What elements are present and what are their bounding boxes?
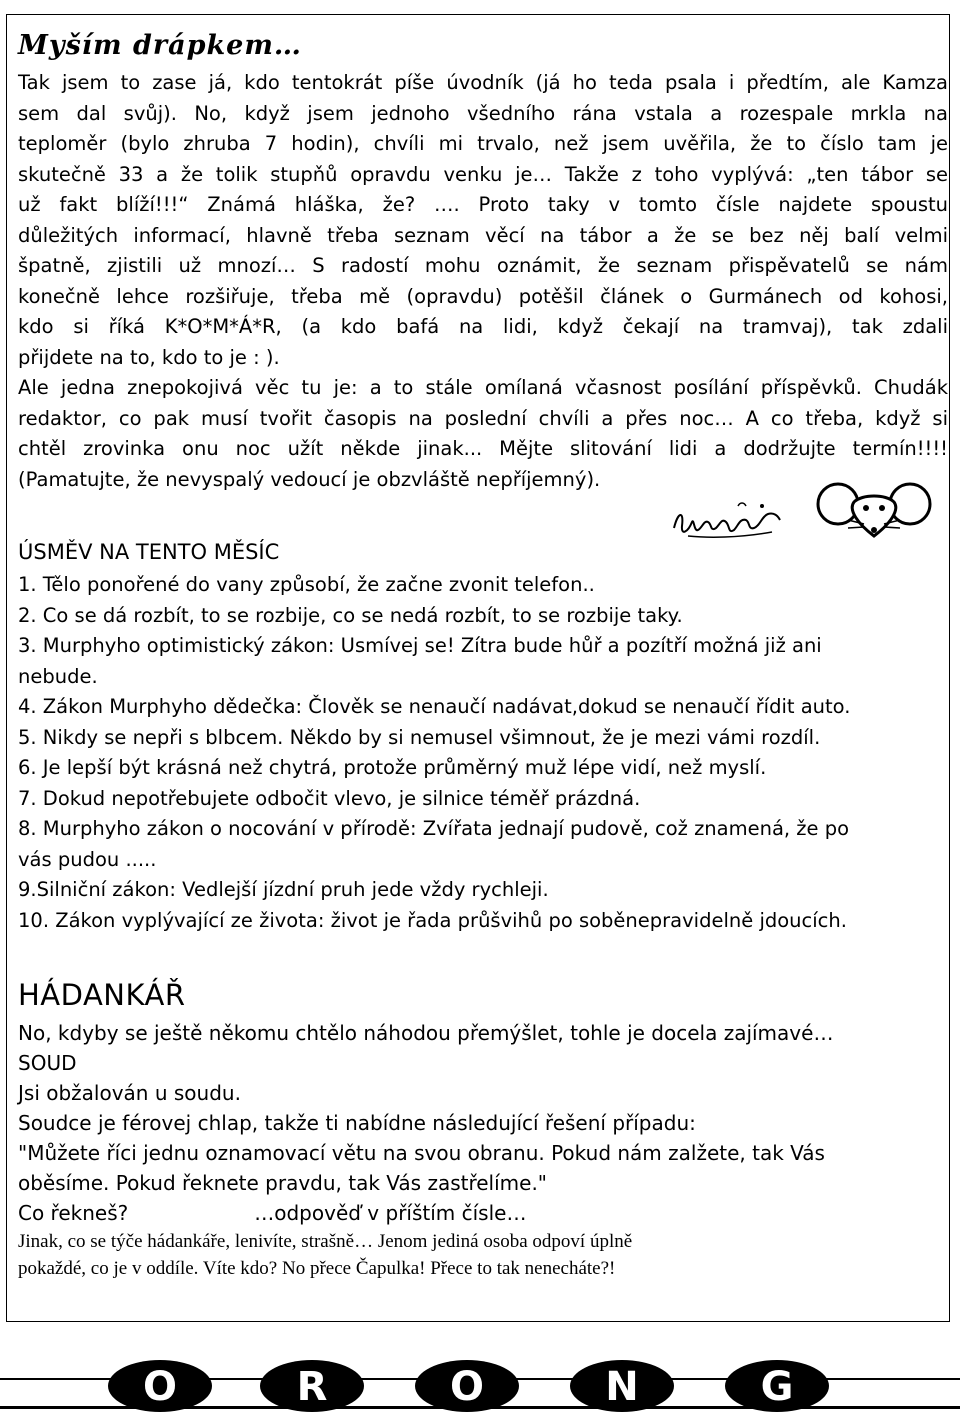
intro-line: špatně, zjistili už mnozí… S radostí mohu oznámit, že seznam přispěvatelů se nám	[18, 254, 948, 277]
logo-letter-o2: O	[449, 1364, 485, 1410]
intro-line: skutečně 33 a že tolik stupňů opravdu venku je… Takže z toho vyplývá: „ten tábor se	[18, 162, 948, 186]
intro-line: chtěl zrovinka onu noc užít někde jinak... Mějte slitování lidi a dodržujte termín!!!!	[18, 437, 948, 460]
murphy-laws-list	[18, 570, 948, 936]
logo-letter-n: N	[605, 1364, 639, 1410]
intro-line: sem dal svůj). No, když jsem jednoho všedního rána vstala a rozespale mrkla na	[18, 101, 948, 125]
riddle-closing: pokaždé, co je v oddíle. Víte kdo? No přece Čapulka! Přece to tak nenecháte?!	[18, 1258, 616, 1279]
riddle-closing: Jinak, co se týče hádankáře, lenivíte, strašně… Jenom jediná osoba odpoví úplně	[18, 1231, 633, 1252]
riddle-question-row	[18, 1198, 948, 1228]
intro-line: konečně lehce rozšiřuje, třeba mě (opravdu) potěšil článek o Gurmánech od kohosi,	[18, 284, 948, 308]
list-item: 10. Zákon vyplývající ze života: život je řada průšvihů po soběnepravidelně jdoucích.	[18, 908, 847, 932]
intro-title: Myším drápkem…	[18, 30, 302, 61]
logo-letter-r: R	[296, 1364, 328, 1410]
intro-line: teploměr (bylo zhruba 7 hodin), chvíli mi trvalo, než jsem uvěřila, že to číslo tam je	[18, 132, 948, 155]
riddle-intro: No, kdyby se ještě někomu chtělo náhodou přemýšlet, tohle je docela zajímavé…	[18, 1021, 834, 1045]
riddle-line: Jsi obžalován u soudu.	[18, 1081, 241, 1105]
logo-letter-o: O	[142, 1364, 178, 1410]
intro-paragraph	[18, 68, 948, 495]
list-item: vás pudou .....	[18, 847, 157, 871]
list-item: 7. Dokud nepotřebujete odbočit vlevo, je silnice téměř prázdná.	[18, 786, 641, 810]
intro-line: přijdete na to, kdo to je : ).	[18, 345, 280, 369]
intro-line: redaktor, co pak musí tvořit časopis na poslední chvíli a přes noc… A co třeba, když si	[18, 406, 948, 430]
intro-line: důležitých informací, hlavně třeba seznam věcí na tábor a že se bez něj balí velmi	[18, 223, 948, 247]
list-item: 4. Zákon Murphyho dědečka: Člověk se nenaučí nadávat,dokud se nenaučí řídit auto.	[18, 695, 851, 718]
riddle-line: oběsíme. Pokud řeknete pravdu, tak Vás zastřelíme."	[18, 1171, 548, 1195]
intro-line: už fakt blíží!!!“ Známá hláška, že? …. Proto taky v tomto čísle najdete spoustu	[18, 193, 948, 216]
list-item: 5. Nikdy se nepři s blbcem. Někdo by si nemusel všimnout, že je mezi vámi rozdíl.	[18, 725, 821, 749]
riddle-line: Soudce je férovej chlap, takže ti nabídne následující řešení případu:	[18, 1111, 696, 1135]
list-item: 8. Murphyho zákon o nocování v přírodě: Zvířata jednají pudově, což znamená, že po	[18, 817, 850, 840]
orong-logo	[42, 1334, 932, 1418]
riddle-question: Co řekneš?	[18, 1201, 129, 1225]
smile-title: ÚSMĚV NA TENTO MĚSÍC	[18, 540, 280, 564]
list-item: 1. Tělo ponořené do vany způsobí, že začne zvonit telefon..	[18, 573, 595, 596]
list-item: nebude.	[18, 664, 98, 688]
logo-letter-g: G	[760, 1364, 794, 1410]
riddle-section	[18, 1018, 948, 1282]
intro-line: kdo si říká K*O*M*Á*R, (a kdo bafá na lidi, když čekají na tramvaj), tak zdali	[18, 315, 948, 338]
intro-line: Ale jedna znepokojivá věc tu je: a to stále omílaná včasnost posílání příspěvků. Chudák	[18, 376, 948, 399]
list-item: 3. Murphyho optimistický zákon: Usmívej se! Zítra bude hůř a pozítří možná již ani	[18, 634, 822, 657]
riddle-line: "Můžete říci jednu oznamovací větu na svou obranu. Pokud nám zalžete, tak Vás	[18, 1141, 825, 1165]
riddle-answer-note: …odpověď v příštím čísle…	[254, 1201, 527, 1225]
intro-line: Tak jsem to zase já, kdo tentokrát píše úvodník (já ho teda psala i předtím, ale Kamza	[18, 71, 948, 94]
signature-image	[668, 492, 788, 548]
list-item: 2. Co se dá rozbít, to se rozbije, co se nedá rozbít, to se rozbije taky.	[18, 603, 683, 627]
intro-line: (Pamatujte, že nevyspalý vedoucí je obzvláště nepříjemný).	[18, 467, 601, 491]
mouse-icon	[810, 480, 938, 540]
list-item: 6. Je lepší být krásná než chytrá, protože průměrný muž lépe vidí, než myslí.	[18, 756, 767, 779]
list-item: 9.Silniční zákon: Vedlejší jízdní pruh jede vždy rychleji.	[18, 878, 549, 901]
riddle-title: HÁDANKÁŘ	[18, 978, 186, 1012]
riddle-heading: SOUD	[18, 1051, 77, 1075]
